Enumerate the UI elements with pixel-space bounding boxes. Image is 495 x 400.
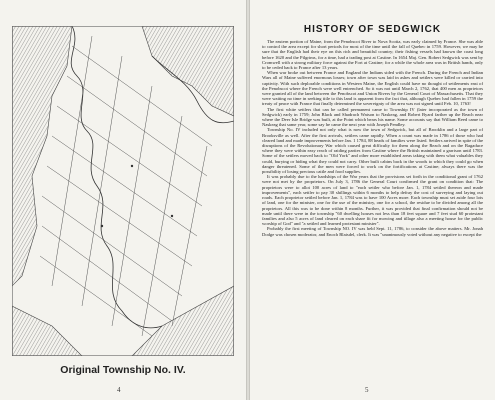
township-map — [12, 26, 234, 356]
paragraph: Township No. IV included not only what is now the town of Sedgwick, but all of Brooklin and a large part of Brooksville as well. After the first arrivals, settlers came rapidly. When a count was made in 1786 of those who had cleared land and made improvements before Jan. 1 1784, 88 heads of families were listed. Settlers arrived in spite of the disruptions of the Revolutionary War which caused great difficulty for them along the Reach and on the Bagaduce where they were within easy reach of raiding parties from Castine where the British maintained a garrison until 1783. Some of the settlers moved back to "Old York" and other more established areas taking with them what valuables they could, burying or hiding what they could not carry. Other built cabins back in the woods to which they could go when danger threatened. Some of the men were forced to work on the fortifications at Castine; always there was the possibility of losing precious cattle and food supplies. — [262, 127, 483, 175]
paragraph: The eastern portion of Maine, from the Penobscot River to Nova Scotia, was early claimed by France. She was able to control the area except for short periods for most of the time until the fall of Quebec in 1759. However, we may be sure that the English had their eye on this rich and beautiful country; their fishing vessels had known the coast long before 1620 and the Pilgrims, for a time, had a trading post at Castine. In 1654 Maj. Gen. Robert Sedgwick was sent by Cromwell with a strong military force against the Fort at Castine; for a while the whole area was in British hands, only to be ceded back to France after 13 years. — [262, 39, 483, 71]
body-text — [262, 39, 483, 383]
paragraph: When war broke out between France and England the Indians sided with the French. During the French and Indian Wars all of Maine suffered enormous losses; town after town was laid in ashes and settlers were killed or carried into captivity. With such deplorable conditions in Western Maine, the English could have no thought of settlements east of the Penobscot where the French were well entrenched. So it was not until March 2, 1762, that 400 men as proprietors were granted all of the land between the Penobscot and Union Rivers by the General Court of Massachusetts. That they were waiting no time in seeking title to this land is apparent from the fact that, although Quebec had fallen in 1759 the treaty of peace with France that finally determined the sovereignty of the area was not signed until Feb. 10, 1763! — [262, 70, 483, 107]
paragraph: The first white settlers that can be called permanent came to Township IV (later incorporated as the town of Sedgwick) early in 1759; John Black and Shadrach Watson to Naskeag, and Robert Byard farther up the Reach near where the Deer Isle Bridge was built, at the Point which bears his name. Some accounts say that William Reed came to Naskeag that same year, some say he came the next year with Joseph Pendley. — [262, 106, 483, 128]
paragraph: Probably the first meeting of Township NO. IV was held Sept. 11, 1786, to consider the above matters. Mr. Jonah Dodge was chosen moderator, and Enoch Blaisdel, clerk. It was "unanimously voted without any negative to except the — [262, 226, 483, 237]
township-map-drawing — [12, 26, 234, 356]
page-number-right: 5 — [365, 386, 369, 394]
map-caption: Original Township No. IV. — [60, 364, 186, 376]
page-title: HISTORY OF SEDGWICK — [303, 24, 442, 35]
left-page — [0, 0, 246, 400]
paragraph: It was probably due to the hardships of the War years that the provisions set forth in the conditional grant of 1762 were not met by the proprietors. On July 3, 1786 the General Court confirmed the grant on condition that: The proprietors were to allot 100 acres of land to "each settler who before Jan. 1, 1784 settled thereon and made improvements", each settler to pay 30 shillings within 6 months to help defray the cost of surveying and laying out roads. Each proprietor settled before Jan. 1, 1784 was to have 100 Acres more. Each township must set aside four lots of land, one for the minister, one for the use of the ministry, one for a school, the residue to be divided among all the proprietors. All this was to be done within 8 months. Further, it was provided that final confirmation should not be made until there were in the township "60 dwelling houses not less than 18 feet square and 7 feet stud 60 protestant families and also 5 acres of land cleared on each share fit for mowing and tillage also a meeting house for the public worship of God" and "a settled and learned protestant minister". — [262, 174, 483, 227]
page-number-left: 4 — [117, 386, 121, 394]
